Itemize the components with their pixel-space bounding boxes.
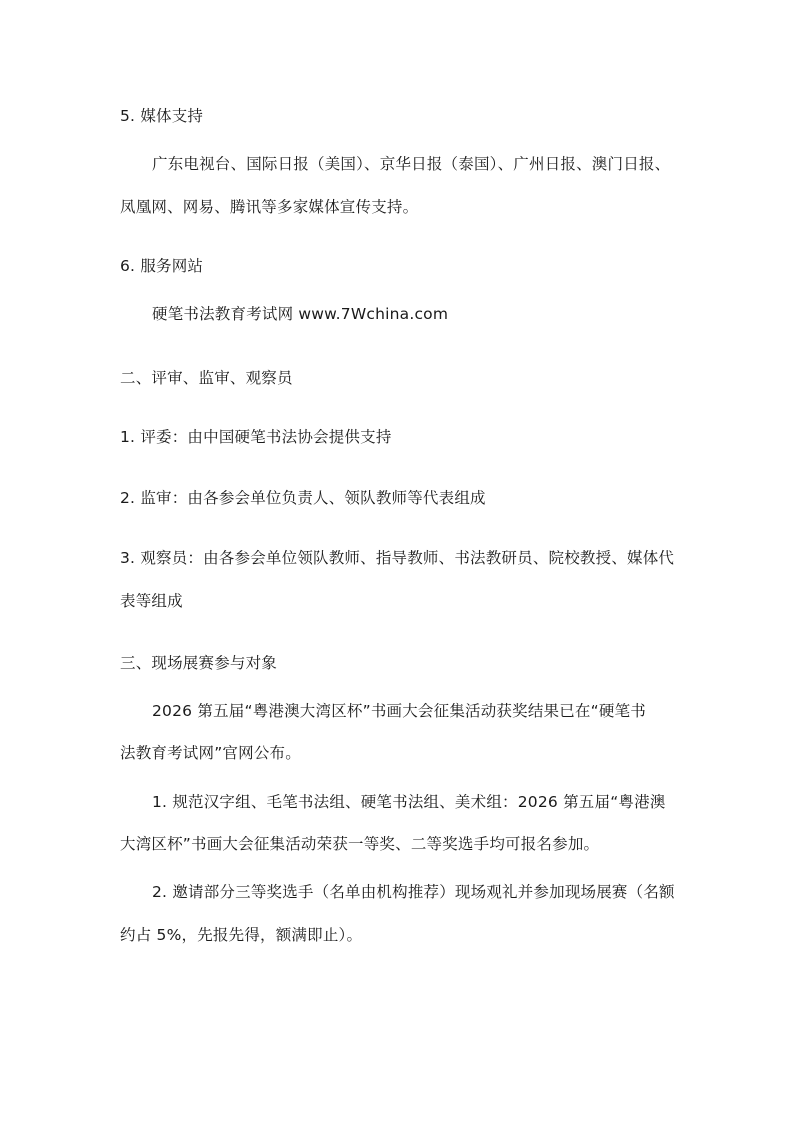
participants-item-1-line-2: 大湾区杯”书画大会征集活动荣获一等奖、二等奖选手均可报名参加。 (120, 835, 600, 853)
judges-item-2: 2. 监审：由各参会单位负责人、领队教师等代表组成 (120, 489, 486, 507)
service-site-text: 硬笔书法教育考试网 www.7Wchina.com (152, 305, 449, 323)
participants-intro-line-1: 2026 第五届“粤港澳大湾区杯”书画大会征集活动获奖结果已在“硬笔书 (152, 702, 646, 720)
participants-heading: 三、现场展赛参与对象 (120, 654, 278, 672)
judges-item-3-line-1: 3. 观察员：由各参会单位领队教师、指导教师、书法教研员、院校教授、媒体代 (120, 549, 675, 567)
service-site-heading: 6. 服务网站 (120, 257, 204, 275)
judges-item-3-line-2: 表等组成 (120, 592, 183, 610)
judges-heading: 二、评审、监审、观察员 (120, 369, 293, 387)
participants-item-1-line-1: 1. 规范汉字组、毛笔书法组、硬笔书法组、美术组：2026 第五届“粤港澳 (152, 793, 666, 811)
media-support-text-line-2: 凤凰网、网易、腾讯等多家媒体宣传支持。 (120, 198, 419, 216)
media-support-text-line-1: 广东电视台、国际日报（美国）、京华日报（泰国）、广州日报、澳门日报、 (152, 155, 671, 173)
media-support-heading: 5. 媒体支持 (120, 107, 204, 125)
participants-item-2-line-2: 约占 5%，先报先得，额满即止）。 (120, 926, 363, 944)
participants-intro-line-2: 法教育考试网”官网公布。 (120, 744, 301, 762)
judges-item-1: 1. 评委：由中国硬笔书法协会提供支持 (120, 428, 392, 446)
participants-item-2-line-1: 2. 邀请部分三等奖选手（名单由机构推荐）现场观礼并参加现场展赛（名额 (152, 883, 675, 901)
